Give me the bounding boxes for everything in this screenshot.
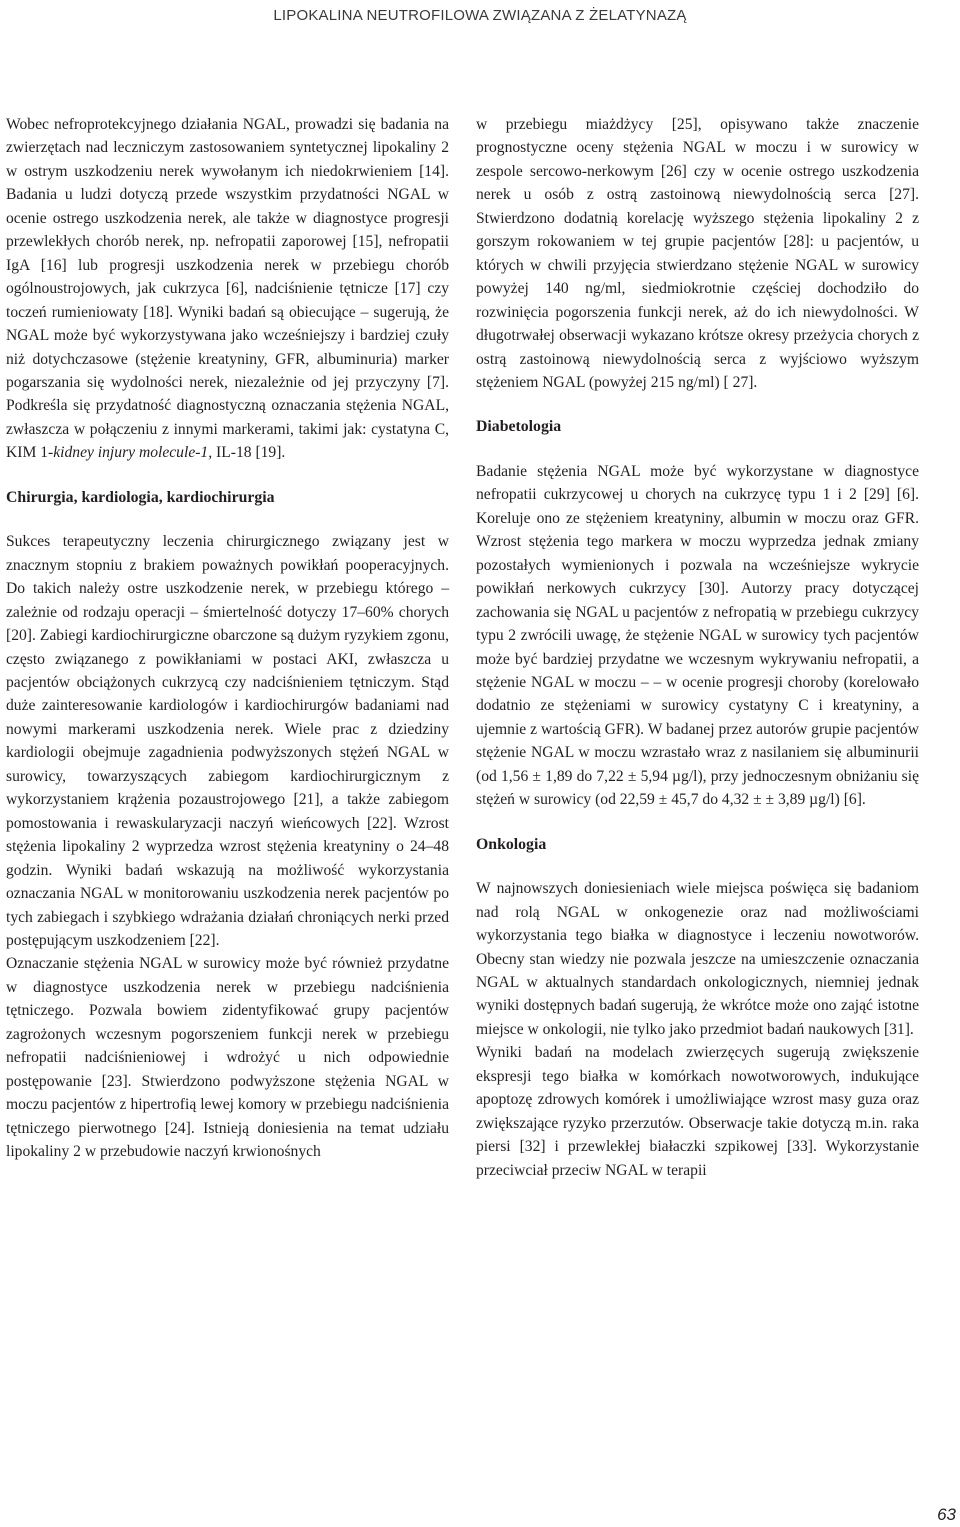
right-column	[476, 113, 919, 1182]
paragraph-nephroprotection	[6, 113, 449, 465]
section-heading-oncology: Onkologia	[476, 835, 547, 853]
paragraph-hypertension: Oznaczanie stężenia NGAL w surowicy może być również przydatne w diagnostyce uszkodzenia nerek w przebiegu nadciśnienia tętniczego. Pozwala bowiem zidentyfikować grupy pacjentów zagrożonych wczesnym pogorszeniem funkcji nerek w przebiegu nefropatii nadciśnieniowej i wdrożyć u nich odpowiednie postępowanie [23]. Stwierdzono podwyższone stężenia NGAL w moczu pacjentów z hipertrofią lewej komory w przebiegu nadciśnienia tętniczego pierwotnego [24]. Istnieją doniesienia na temat udziału lipokaliny 2 w przebudowie naczyń krwionośnych	[6, 955, 449, 1161]
italic-term: kidney injury molecule-1,	[53, 444, 213, 462]
paragraph-animal-models: Wyniki badań na modelach zwierzęcych sugerują zwiększenie ekspresji tego białka w komórkach nowotworowych, indukujące apoptozę zdrowych komórek i umożliwiające wzrost masy guza oraz zwiększające ryzyko przerzutów. Obserwacje takie dotyczą m.in. raka piersi [32] i przewlekłej białaczki szpikowej [33]. Wykorzystanie przeciwciał przeciw NGAL w terapii	[476, 1044, 919, 1179]
paragraph-diabetology: Badanie stężenia NGAL może być wykorzystane w diagnostyce nefropatii cukrzycowej u chorych na cukrzycę typu 1 i 2 [29] [6]. Koreluje ono ze stężeniem kreatyniny, albumin w moczu oraz GFR. Wzrost stężenia tego markera w moczu wyprzedza jednak zmiany pozostałych wymienionych i pozwala na wcześniejsze wykrycie powikłań nerkowych cukrzycy [30]. Autorzy pracy dotyczącej zachowania się NGAL u pacjentów z nefropatią w przebiegu cukrzycy typu 2 zwrócili uwagę, że stężenie NGAL w surowicy tych pacjentów może być bardziej przydatne we wczesnym wykrywaniu nefropatii, a stężenie NGAL w moczu – – w ocenie progresji choroby (korelowało dodatnio ze stężeniami w surowicy cystatyny C i kreatyniny, a ujemnie z wartością GFR). W badanej przez autorów grupie pacjentów stężenie NGAL w moczu wzrastało wraz z nasilaniem się albuminurii (od 1,56 ± 1,89 do 7,22 ± 5,94 µg/l), przy jednoczesnym obniżaniu się stężeń w surowicy (od 22,59 ± 45,7 do 4,32 ± ± 3,89 µg/l) [6].	[476, 462, 919, 809]
paragraph-text: Wobec nefroprotekcyjnego działania NGAL, prowadzi się badania na zwierzętach nad leczniczym zastosowaniem syntetycznej lipokaliny 2 w ostrym uszkodzeniu nerek wywołanym ich niedokrwieniem [14]. Badania u ludzi dotyczą przede wszystkim przydatności NGAL w ocenie ostrego uszkodzenia nerek, ale także w diagnostyce progresji przewlekłych chorób nerek, np. nefropatii zaporowej [15], nefropatii IgA [16] lub progresji uszkodzenia nerek w przebiegu chorób ogólnoustrojowych, jak cukrzyca [6], nadciśnienie tętnicze [17] czy toczeń rumieniowaty [18]. Wyniki badań są obiecujące – sugerują, że NGAL może być wykorzystywana jako wcześniejszy i bardziej czuły niż dotychczasowe (stężenie kreatyniny, GFR, albuminuria) marker pogarszania się wydolności nerek, niezależnie od jej przyczyny [7]. Podkreśla się przydatność diagnostyczną oznaczania stężenia NGAL, zwłaszcza w połączeniu z innymi markerami, takimi jak: cystatyna C, KIM 1-	[6, 116, 449, 462]
page-number: 63	[937, 1505, 956, 1524]
left-column	[6, 113, 449, 1163]
running-header: LIPOKALINA NEUTROFILOWA ZWIĄZANA Z ŻELATYNAZĄ	[273, 7, 687, 24]
paragraph-oncology: W najnowszych doniesieniach wiele miejsca poświęca się badaniom nad rolą NGAL w onkogenezie oraz nad możliwościami wykorzystania tego białka w diagnostyce i leczeniu nowotworów. Obecny stan wiedzy nie pozwala jeszcze na umieszczenie oznaczania NGAL w aktualnych standardach onkologicznych, niemniej jednak wyniki dostępnych badań sugerują, że wkrótce może ono zająć istotne miejsce w onkologii, nie tylko jako przedmiot badań naukowych [31].	[476, 880, 919, 1038]
paragraph-surgery: Sukces terapeutyczny leczenia chirurgicznego związany jest w znacznym stopniu z brakiem poważnych powikłań pooperacyjnych. Do takich należy ostre uszkodzenie nerek, w przebiegu którego – zależnie od rodzaju operacji – śmiertelność dotyczy 17–60% chorych [20]. Zabiegi kardiochirurgiczne obarczone są dużym ryzykiem zgonu, często związanego z powikłaniami w postaci AKI, zwłaszcza u pacjentów obciążonych cukrzycą czy nadciśnieniem tętniczym. Stąd duże zainteresowanie kardiologów i kardiochirurgów badaniami nad nowymi markerami uszkodzenia nerek. Wiele prac z dziedziny kardiologii obejmuje zagadnienia podwyższonych stężeń NGAL w surowicy, towarzyszących zabiegom kardiochirurgicznym z wykorzystaniem krążenia pozaustrojowego [21], a także zabiegom pomostowania i rewaskularyzacji naczyń wieńcowych [22]. Wzrost stężenia lipokaliny 2 wyprzedza wzrost stężenia kreatyniny o 24–48 godzin. Wyniki badań wskazują na możliwość wykorzystania oznaczania NGAL w monitorowaniu uszkodzenia nerek pacjentów po tych zabiegach i szybkiego wdrażania działań chroniących nerki przed postępującym uszkodzeniem [22].	[6, 533, 449, 949]
section-heading-surgery-cardiology: Chirurgia, kardiologia, kardiochirurgia	[6, 488, 275, 506]
paragraph-atherosclerosis: w przebiegu miażdżycy [25], opisywano także znaczenie prognostyczne oceny stężenia NGAL w moczu i w surowicy w zespole sercowo-nerkowym [26] czy w ocenie ostrego uszkodzenia nerek u osób z ostrą zastoinową niewydolnością serca [27]. Stwierdzono dodatnią korelację wyższego stężenia lipokaliny 2 z gorszym rokowaniem w tej grupie pacjentów [28]: u pacjentów, u których w chwili przyjęcia stwierdzano stężenie NGAL w surowicy powyżej 140 ng/ml, siedmiokrotnie częściej dochodziło do rozwinięcia pogorszenia funkcji nerek, aż do ich niewydolności. W długotrwałej obserwacji wykazano krótsze okresy przeżycia chorych z ostrą zastoinową niewydolnością serca z wyjściowo wyższym stężeniem NGAL (powyżej 215 ng/ml) [ 27].	[476, 116, 919, 391]
section-heading-diabetology: Diabetologia	[476, 418, 562, 436]
paragraph-text-end: IL-18 [19].	[212, 444, 286, 462]
